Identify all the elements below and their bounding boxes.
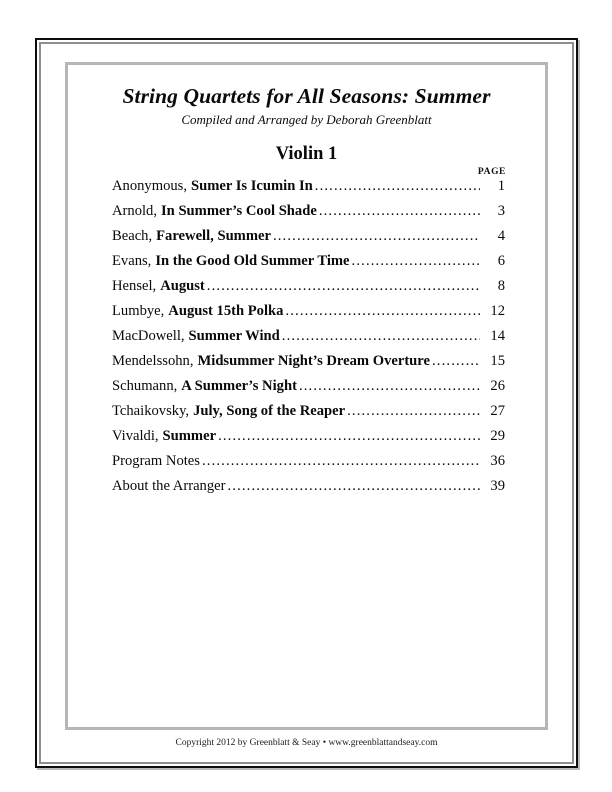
- toc-entry[interactable]: [112, 203, 505, 228]
- toc-entry-dot-leader: [227, 478, 480, 493]
- table-of-contents: [112, 178, 505, 503]
- toc-entry-page-number: 12: [490, 303, 505, 319]
- toc-entry-dot-leader: [315, 178, 480, 193]
- toc-entry[interactable]: [112, 253, 505, 278]
- toc-entry-dot-leader: [282, 328, 480, 343]
- page-content: [65, 62, 548, 730]
- toc-entry-work-title: Midsummer Night’s Dream Overture: [197, 353, 430, 369]
- toc-entry[interactable]: [112, 328, 505, 353]
- toc-entry-page-number: 14: [490, 328, 505, 344]
- toc-entry[interactable]: [112, 228, 505, 253]
- toc-entry-composer: Evans,: [112, 253, 152, 269]
- toc-entry-dot-leader: [352, 253, 480, 268]
- toc-entry-work-title: July, Song of the Reaper: [193, 403, 346, 419]
- toc-entry-dot-leader: [319, 203, 480, 218]
- toc-entry-dot-leader: [202, 453, 480, 468]
- toc-entry-dot-leader: [285, 303, 480, 318]
- page-column-header: PAGE: [477, 167, 506, 177]
- page-title: String Quartets for All Seasons: Summer: [122, 84, 491, 108]
- toc-entry-composer: Tchaikovsky,: [112, 403, 190, 419]
- toc-entry-work-title: In the Good Old Summer Time: [155, 253, 350, 269]
- toc-entry-composer: Mendelssohn,: [112, 353, 194, 369]
- toc-entry-work-title: August 15th Polka: [168, 303, 284, 319]
- page-subtitle: Compiled and Arranged by Deborah Greenblatt: [181, 112, 432, 127]
- toc-entry[interactable]: [112, 353, 505, 378]
- toc-entry-page-number: 36: [490, 453, 505, 469]
- toc-entry-page-number: 1: [497, 178, 505, 194]
- toc-entry-composer: MacDowell,: [112, 328, 185, 344]
- toc-entry[interactable]: [112, 453, 505, 478]
- toc-entry[interactable]: [112, 478, 505, 503]
- toc-entry-page-number: 3: [497, 203, 505, 219]
- toc-entry[interactable]: [112, 278, 505, 303]
- toc-entry-page-number: 6: [497, 253, 505, 269]
- toc-entry-composer: Hensel,: [112, 278, 157, 294]
- toc-entry-dot-leader: [273, 228, 480, 243]
- toc-entry[interactable]: [112, 178, 505, 203]
- toc-entry-page-number: 27: [490, 403, 505, 419]
- toc-entry[interactable]: [112, 303, 505, 328]
- toc-entry-work-title: Farewell, Summer: [156, 228, 271, 244]
- toc-entry-page-number: 39: [490, 478, 505, 494]
- toc-entry-composer: Lumbye,: [112, 303, 165, 319]
- toc-entry-page-number: 26: [490, 378, 505, 394]
- toc-entry-composer: Vivaldi,: [112, 428, 159, 444]
- toc-entry-dot-leader: [432, 353, 480, 368]
- toc-entry-work-title: Sumer Is Icumin In: [191, 178, 313, 194]
- toc-entry-composer: Program Notes: [112, 453, 200, 469]
- part-name-heading: Violin 1: [275, 144, 338, 164]
- toc-entry-work-title: In Summer’s Cool Shade: [161, 203, 317, 219]
- toc-entry-page-number: 15: [490, 353, 505, 369]
- toc-entry-composer: About the Arranger: [112, 478, 226, 494]
- toc-entry[interactable]: [112, 403, 505, 428]
- toc-entry-page-number: 8: [497, 278, 505, 294]
- toc-entry-composer: Anonymous,: [112, 178, 187, 194]
- toc-entry-work-title: Summer Wind: [188, 328, 280, 344]
- toc-entry-dot-leader: [218, 428, 480, 443]
- toc-entry-composer: Beach,: [112, 228, 153, 244]
- toc-entry-composer: Schumann,: [112, 378, 178, 394]
- toc-entry[interactable]: [112, 378, 505, 403]
- toc-entry-dot-leader: [299, 378, 480, 393]
- copyright-footer: Copyright 2012 by Greenblatt & Seay • www.greenblattandseay.com: [175, 738, 438, 748]
- toc-entry[interactable]: [112, 428, 505, 453]
- toc-entry-work-title: Summer: [162, 428, 217, 444]
- toc-entry-dot-leader: [347, 403, 480, 418]
- toc-entry-page-number: 29: [490, 428, 505, 444]
- toc-entry-dot-leader: [207, 278, 480, 293]
- toc-entry-work-title: A Summer’s Night: [181, 378, 297, 394]
- toc-entry-work-title: August: [160, 278, 205, 294]
- toc-entry-page-number: 4: [497, 228, 505, 244]
- toc-entry-composer: Arnold,: [112, 203, 157, 219]
